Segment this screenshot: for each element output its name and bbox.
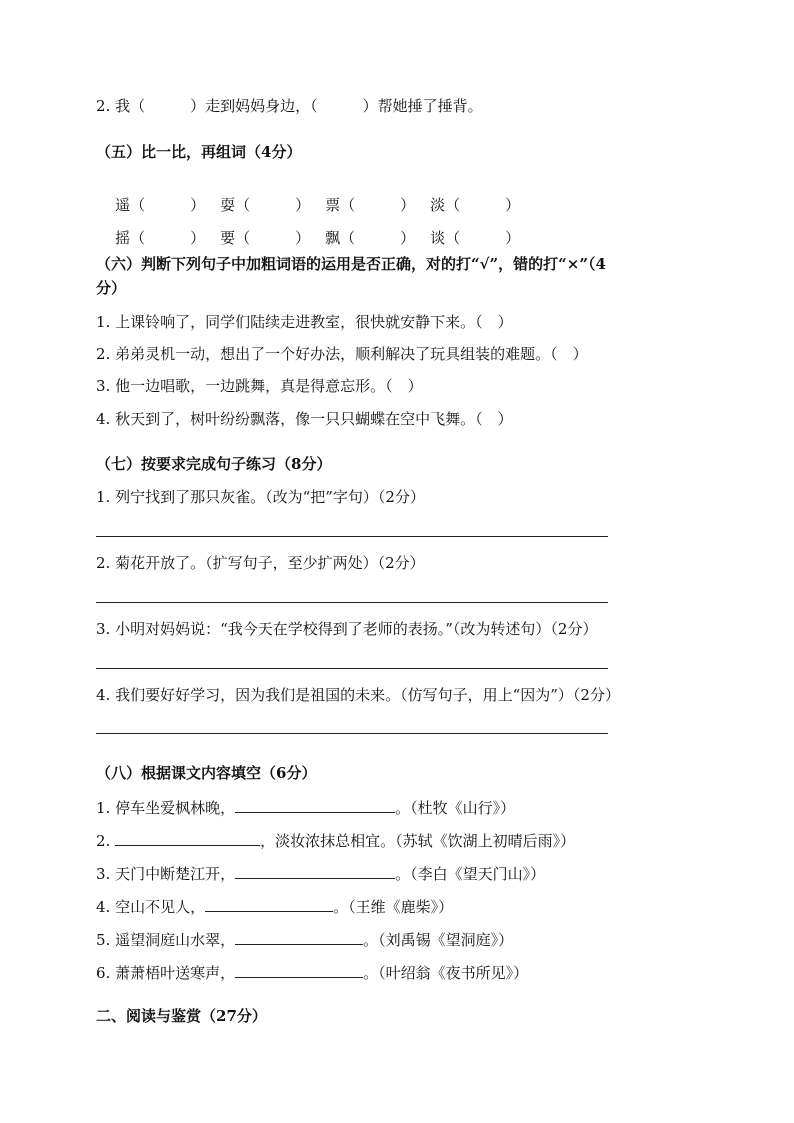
poem-line: 空山不见人， xyxy=(115,898,206,916)
section-7-item: 3. 小明对妈妈说：“我今天在学校得到了老师的表扬。”（改为转述句）（2分） xyxy=(96,620,598,638)
fill-blank[interactable] xyxy=(235,862,395,879)
fill-blank[interactable] xyxy=(205,895,333,912)
item-number: 5. xyxy=(96,931,111,949)
fill-item xyxy=(96,829,575,851)
section-7-item: 1. 列宁找到了那只灰雀。（改为“把”字句）（2分） xyxy=(96,488,425,506)
fill-item xyxy=(96,796,515,818)
item-number: 3. xyxy=(96,865,111,883)
word-cell: 飘（ ） xyxy=(325,229,416,247)
word-cell: 谈（ ） xyxy=(430,229,521,247)
section-7-item: 4. 我们要好好学习，因为我们是祖国的未来。（仿写句子，用上“因为”）（2分） xyxy=(96,686,620,704)
fill-item xyxy=(96,928,513,950)
section-6-title: （六）判断下列句子中加粗词语的运用是否正确，对的打“√”，错的打“×”（4 xyxy=(96,255,606,273)
poem-line: 萧萧梧叶送寒声， xyxy=(115,964,236,982)
word-cell: 遥（ ） xyxy=(115,196,206,214)
fill-blank[interactable] xyxy=(115,829,260,846)
section-6-item: 3. 他一边唱歌，一边跳舞，真是得意忘形。（ ） xyxy=(96,377,423,395)
poem-source: 。（李白《望天门山》） xyxy=(395,865,546,883)
poem-source: 。（刘禹锡《望洞庭》） xyxy=(363,931,514,949)
fill-item xyxy=(96,961,528,983)
question-2-line: 2. 我（ ）走到妈妈身边，（ ）帮她捶了捶背。 xyxy=(96,97,483,115)
poem-line: 停车坐爱枫林晚， xyxy=(115,799,236,817)
poem-line: 天门中断楚江开， xyxy=(115,865,236,883)
section-5-title: （五）比一比，再组词（4分） xyxy=(96,143,302,161)
fill-blank[interactable] xyxy=(235,796,395,813)
item-number: 6. xyxy=(96,964,111,982)
answer-line xyxy=(96,733,608,734)
word-cell: 要（ ） xyxy=(220,229,311,247)
section-6-item: 1. 上课铃响了，同学们陆续走进教室，很快就安静下来。（ ） xyxy=(96,313,513,331)
poem-source: 。（杜牧《山行》） xyxy=(395,799,516,817)
section-8-title: （八）根据课文内容填空（6分） xyxy=(96,764,317,782)
poem-source: 。（叶绍翁《夜书所见》） xyxy=(363,964,529,982)
item-number: 4. xyxy=(96,898,111,916)
answer-line xyxy=(96,536,608,537)
section-6-item: 4. 秋天到了，树叶纷纷飘落，像一只只蝴蝶在空中飞舞。（ ） xyxy=(96,410,513,428)
fill-item xyxy=(96,895,453,917)
section-6-title-cont: 分） xyxy=(96,279,127,297)
word-cell: 摇（ ） xyxy=(115,229,206,247)
section-6-item: 2. 弟弟灵机一动，想出了一个好办法，顺利解决了玩具组装的难题。（ ） xyxy=(96,345,588,363)
word-cell: 耍（ ） xyxy=(220,196,311,214)
fill-blank[interactable] xyxy=(235,961,363,978)
word-cell: 票（ ） xyxy=(325,196,416,214)
poem-source: 。（王维《鹿柴》） xyxy=(333,898,454,916)
answer-line xyxy=(96,602,608,603)
part-2-title: 二、阅读与鉴赏（27分） xyxy=(96,1007,267,1025)
answer-line xyxy=(96,668,608,669)
section-7-item: 2. 菊花开放了。（扩写句子，至少扩两处）（2分） xyxy=(96,554,425,572)
item-number: 1. xyxy=(96,799,111,817)
poem-source: ，淡妆浓抹总相宜。（苏轼《饮湖上初晴后雨》） xyxy=(260,832,576,850)
poem-line: 遥望洞庭山水翠， xyxy=(115,931,236,949)
fill-item xyxy=(96,862,545,884)
word-cell: 淡（ ） xyxy=(430,196,521,214)
fill-blank[interactable] xyxy=(235,928,363,945)
section-7-title: （七）按要求完成句子练习（8分） xyxy=(96,455,332,473)
item-number: 2. xyxy=(96,832,111,850)
